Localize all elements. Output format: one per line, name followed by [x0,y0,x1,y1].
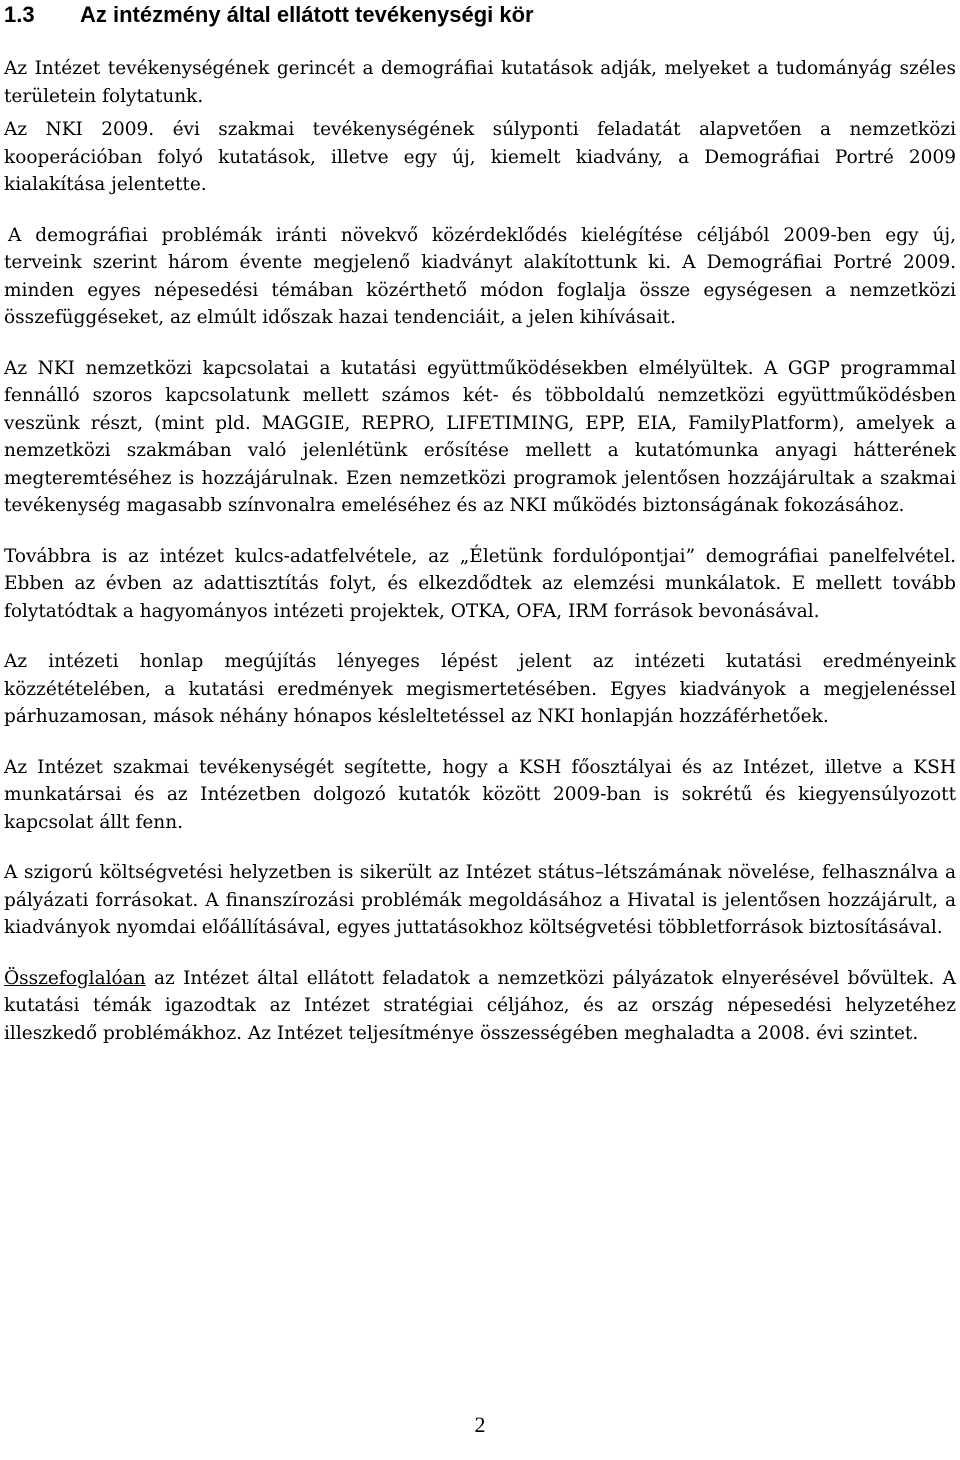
summary-lead-word: Összefoglalóan [4,967,146,989]
paragraph-ksh-cooperation: Az Intézet szakmai tevékenységét segítette, hogy a KSH főosztályai és az Intézet, illetve a KSH munkatársai és az Intézetben dolgozó kutatók között 2009-ban is sokrétű és kiegyensúlyozott kapcsolat állt fenn. [4,756,956,833]
document-body [4,55,956,1070]
paragraph-panel-survey: Továbbra is az intézet kulcs-adatfelvétele, az „Életünk fordulópontjai” demográfiai panelfelvétel. Ebben az évben az adattisztítás folyt, és elkezdődtek az elemzési munkálatok. E mellett tovább folytatódtak a hagyományos intézeti projektek, OTKA, OFA, IRM források bevonásával. [4,545,956,622]
section-title: Az intézmény által ellátott tevékenységi kör [80,2,534,27]
section-heading [4,2,534,28]
page-number: 2 [474,1412,486,1437]
paragraph-summary [4,965,956,1048]
paragraph-demographic-portrait: A demográfiai problémák iránti növekvő közérdeklődés kielégítése céljából 2009-ben egy új, terveink szerint három évente megjelenő kiadványt alakítottunk ki. A Demográfiai Portré 2009. minden egyes népesedési témában közérthető módon foglalja össze egységesen a nemzetközi összefüggéseket, az elmúlt időszak hazai tendenciáit, a jelen kihívásait. [4,224,956,328]
section-number: 1.3 [4,2,35,27]
paragraph-2009-priorities: Az NKI 2009. évi szakmai tevékenységének súlyponti feladatát alapvetően a nemzetközi kooperációban folyó kutatások, illetve egy új, kiemelt kiadvány, a Demográfiai Portré 2009 kialakítása jelentette. [4,119,956,195]
paragraph-international-relations: Az NKI nemzetközi kapcsolatai a kutatási együttműködésekben elmélyültek. A GGP programmal fennálló szoros kapcsolatunk mellett számos két- és többoldalú nemzetközi együttműködésben veszünk részt, (mint pld. MAGGIE, REPRO, LIFETIMING, EPP, EIA, FamilyPlatform), amelyek a nemzetközi szakmában való jelenlétünk erősítése mellett a kutatómunka anyagi hátterének megteremtéséhez is hozzájárulnak. Ezen nemzetközi programok jelentősen hozzájárultak a szakmai tevékenység magasabb színvonalra emeléséhez és az NKI működés biztonságának fokozásához. [4,357,956,516]
summary-text: az Intézet által ellátott feladatok a nemzetközi pályázatok elnyerésével bővültek. A kutatási témák igazodtak az Intézet stratégiai céljához, és az ország népesedési helyzetéhez illeszkedő problémákhoz. Az Intézet teljesítménye összességében meghaladta a 2008. évi szintet. [4,967,956,1044]
paragraph-website: Az intézeti honlap megújítás lényeges lépést jelent az intézeti kutatási eredményeink közzétételében, a kutatási eredmények megismertetésében. Egyes kiadványok a megjelenéssel párhuzamosan, mások néhány hónapos késleltetéssel az NKI honlapján hozzáférhetőek. [4,651,956,727]
paragraph-budget: A szigorú költségvetési helyzetben is sikerült az Intézet státus–létszámának növelése, felhasználva a pályázati forrásokat. A finanszírozási problémák megoldásához a Hivatal is jelentősen hozzájárult, a kiadványok nyomdai előállításával, egyes juttatásokhoz költségvetési többletforrások biztosításával. [4,862,956,938]
paragraph-research-backbone: Az Intézet tevékenységének gerincét a demográfiai kutatások adják, melyeket a tudományág széles területein folytatunk. [4,58,956,107]
